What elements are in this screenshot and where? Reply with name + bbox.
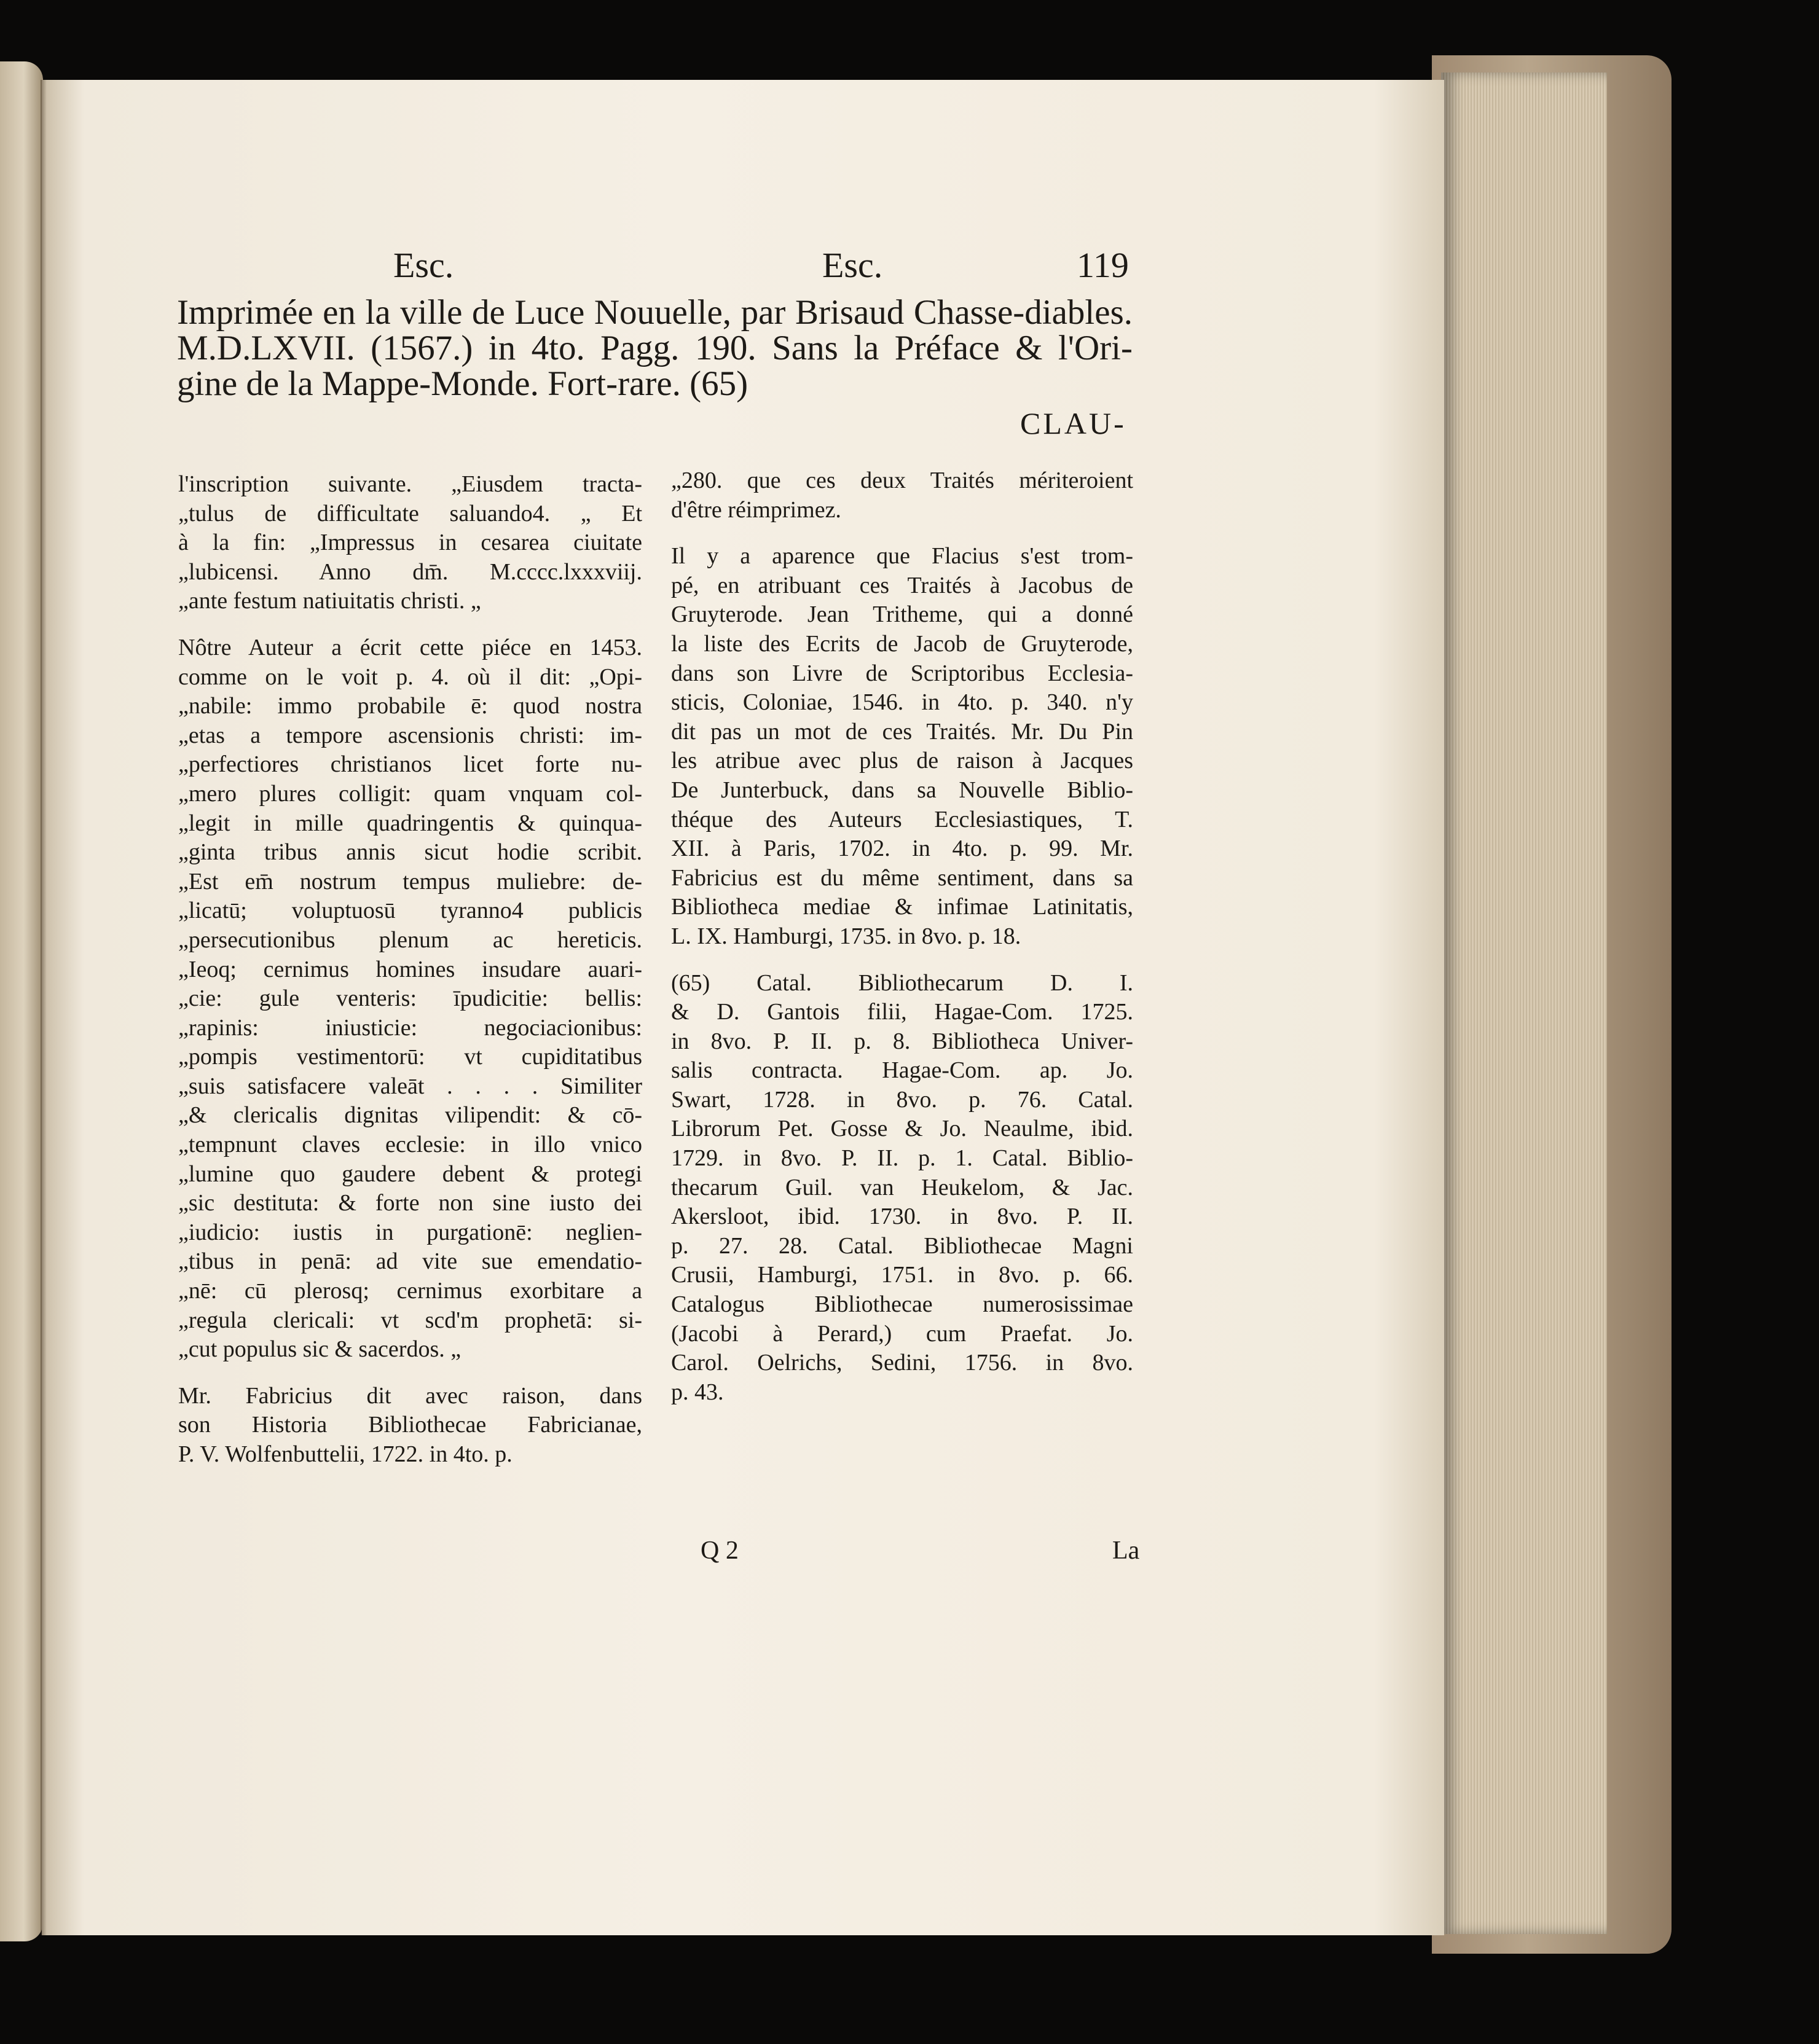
text-line: comme on le voit p. 4. où il dit: „Opi- <box>178 664 642 690</box>
paragraph-gap <box>178 1365 642 1382</box>
text-line: „pompis vestimentorū: vt cupiditatibus <box>178 1044 642 1070</box>
text-line: l'inscription suivante. „Eiusdem tracta- <box>178 471 642 497</box>
intro-line: M.D.LXVII. (1567.) in 4to. Pagg. 190. Sans la Préface & l'Ori- <box>177 329 1133 367</box>
text-line: „tulus de difficultate saluando4. „ Et <box>178 500 642 527</box>
text-line: Gruyterode. Jean Tritheme, qui a donné <box>671 601 1133 628</box>
text-line: „cie: gule venteris: īpudicitie: bellis: <box>178 985 642 1012</box>
text-line: Librorum Pet. Gosse & Jo. Neaulme, ibid. <box>671 1116 1133 1142</box>
text-line: la liste des Ecrits de Jacob de Gruyterode, <box>671 630 1133 657</box>
text-line: L. IX. Hamburgi, 1735. in 8vo. p. 18. <box>671 923 1021 949</box>
text-line: „Ieoq; cernimus homines insudare auari- <box>178 956 642 982</box>
text-line: „perfectiores christianos licet forte nu- <box>178 751 642 778</box>
text-line: p. 27. 28. Catal. Bibliothecae Magni <box>671 1232 1133 1259</box>
text-line: „iudicio: iustis in purgationē: neglien- <box>178 1219 642 1245</box>
text-line: „& clericalis dignitas vilipendit: & cō- <box>178 1102 642 1129</box>
text-line: De Junterbuck, dans sa Nouvelle Biblio- <box>671 777 1133 803</box>
signature-mark: Q 2 <box>701 1537 739 1565</box>
page-number: 119 <box>1077 245 1129 285</box>
text-line: „mero plures colligit: quam vnquam col- <box>178 780 642 807</box>
paragraph-gap <box>671 525 1133 542</box>
right-column <box>671 466 1133 1407</box>
intro-line: Imprimée en la ville de Luce Nouuelle, par Brisaud Chasse-diables. <box>177 293 1133 332</box>
text-line: „lumine quo gaudere debent & protegi <box>178 1161 642 1187</box>
text-line: „Est em̄ nostrum tempus muliebre: de- <box>178 868 642 895</box>
text-line: in 8vo. P. II. p. 8. Bibliotheca Univer- <box>671 1028 1133 1054</box>
text-line: „280. que ces deux Traités mériteroient <box>671 468 1133 493</box>
running-head-center: Esc. <box>822 245 883 285</box>
running-head-left: Esc. <box>393 245 454 285</box>
text-line: P. V. Wolfenbuttelii, 1722. in 4to. p. <box>178 1441 513 1467</box>
text-line: „nē: cū plerosq; cernimus exorbitare a <box>178 1278 642 1304</box>
text-line: dit pas un mot de ces Traités. Mr. Du Pin <box>671 718 1133 745</box>
text-line: „persecutionibus plenum ac hereticis. <box>178 926 642 953</box>
text-line: „rapinis: iniusticie: negociacionibus: <box>178 1014 642 1041</box>
text-line: „tempnunt claves ecclesie: in illo vnico <box>178 1132 642 1158</box>
intro-paragraph <box>177 295 1133 402</box>
text-line: Nôtre Auteur a écrit cette piéce en 1453. <box>178 634 642 660</box>
text-line: Il y a aparence que Flacius s'est trom- <box>671 543 1133 570</box>
text-line: „regula clericali: vt scd'm prophetā: si- <box>178 1307 642 1333</box>
page-fore-edge <box>1441 72 1607 1934</box>
text-line: d'être réimprimez. <box>671 496 841 523</box>
catchword-top: CLAU- <box>1020 406 1126 441</box>
text-line: à la fin: „Impressus in cesarea ciuitate <box>178 530 642 556</box>
text-line: „ante festum natiuitatis christi. „ <box>178 588 481 614</box>
text-line: „cut populus sic & sacerdos. „ <box>178 1336 462 1363</box>
text-line: Mr. Fabricius dit avec raison, dans <box>178 1382 642 1409</box>
text-line: (Jacobi à Perard,) cum Praefat. Jo. <box>671 1320 1133 1347</box>
text-line: 1729. in 8vo. P. II. p. 1. Catal. Biblio- <box>671 1145 1133 1172</box>
text-line: salis contracta. Hagae-Com. ap. Jo. <box>671 1057 1133 1084</box>
paragraph-gap <box>178 616 642 633</box>
text-line: Fabricius est du même sentiment, dans sa <box>671 864 1133 891</box>
text-line: „tibus in penā: ad vite sue emendatio- <box>178 1248 642 1275</box>
text-line: & D. Gantois filii, Hagae-Com. 1725. <box>671 999 1133 1025</box>
text-line: Carol. Oelrichs, Sedini, 1756. in 8vo. <box>671 1350 1133 1376</box>
text-line: „nabile: immo probabile ē: quod nostra <box>178 693 642 719</box>
text-line: p. 43. <box>671 1379 724 1405</box>
text-line: (65) Catal. Bibliothecarum D. I. <box>671 969 1133 996</box>
text-line: théque des Auteurs Ecclesiastiques, T. <box>671 806 1133 832</box>
intro-line: gine de la Mappe-Monde. Fort-rare. (65) <box>177 364 748 403</box>
text-line: „suis satisfacere valeāt . . . . Similiter <box>178 1073 642 1099</box>
text-line: pé, en atribuant ces Traités à Jacobus de <box>671 572 1133 598</box>
text-line: Catalogus Bibliothecae numerosissimae <box>671 1291 1133 1318</box>
text-line: les atribue avec plus de raison à Jacques <box>671 748 1133 774</box>
facing-page-edge <box>0 61 43 1941</box>
gutter-shadow <box>41 80 47 1935</box>
text-line: Bibliotheca mediae & infimae Latinitatis, <box>671 894 1133 920</box>
text-line: Akersloot, ibid. 1730. in 8vo. P. II. <box>671 1204 1133 1230</box>
text-line: „ginta tribus annis sicut hodie scribit. <box>178 839 642 866</box>
text-line: „lubicensi. Anno dm̄. M.cccc.lxxxviij. <box>178 558 642 585</box>
catchword-bottom: La <box>1112 1537 1140 1565</box>
text-line: „sic destituta: & forte non sine iusto dei <box>178 1190 642 1216</box>
text-line: dans son Livre de Scriptoribus Ecclesia- <box>671 660 1133 686</box>
text-line: „etas a tempore ascensionis christi: im- <box>178 722 642 748</box>
text-line: „legit in mille quadringentis & quinqua- <box>178 810 642 836</box>
text-line: sticis, Coloniae, 1546. in 4to. p. 340. n'y <box>671 689 1133 716</box>
left-column <box>178 470 642 1470</box>
text-line: Crusii, Hamburgi, 1751. in 8vo. p. 66. <box>671 1262 1133 1288</box>
paragraph-gap <box>671 952 1133 969</box>
text-line: son Historia Bibliothecae Fabricianae, <box>178 1412 642 1438</box>
text-line: XII. à Paris, 1702. in 4to. p. 99. Mr. <box>671 836 1133 862</box>
text-line: thecarum Guil. van Heukelom, & Jac. <box>671 1174 1133 1200</box>
text-line: Swart, 1728. in 8vo. p. 76. Catal. <box>671 1086 1133 1113</box>
text-line: „licatū; voluptuosū tyranno4 publicis <box>178 898 642 924</box>
